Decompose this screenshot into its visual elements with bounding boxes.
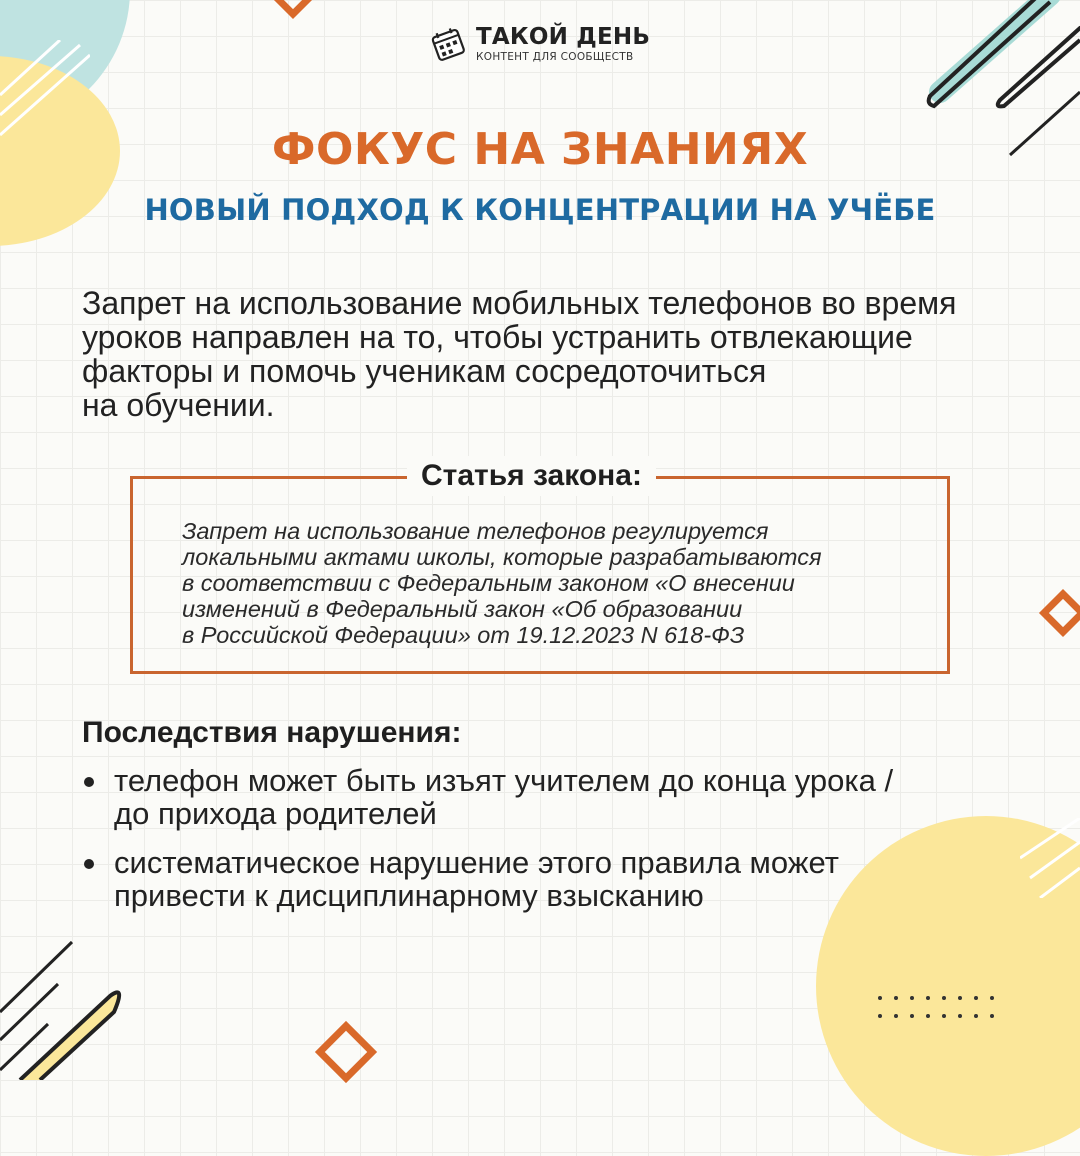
intro-line: факторы и помочь ученикам сосредоточиться [82, 353, 767, 389]
page-title: ФОКУС НА ЗНАНИЯХ [271, 124, 809, 175]
list-item [82, 764, 1002, 830]
law-line: локальными актами школы, которые разрабатываются [182, 544, 822, 570]
list-item-line: до прихода родителей [114, 796, 437, 831]
consequences-heading: Последствия нарушения: [82, 716, 462, 749]
brand-name: ТАКОЙ ДЕНЬ [476, 24, 651, 50]
law-line: в соответствии с Федеральным законом «О внесении [182, 570, 795, 596]
page-subtitle: НОВЫЙ ПОДХОД К КОНЦЕНТРАЦИИ НА УЧЁБЕ [144, 193, 936, 227]
law-line: Запрет на использование телефонов регулируется [182, 518, 769, 544]
stripes-bottom-left [0, 930, 140, 1080]
brand-tagline: КОНТЕНТ ДЛЯ СООБЩЕСТВ [476, 51, 634, 63]
intro-line: на обучении. [82, 387, 275, 423]
dot-grid [878, 996, 1006, 1032]
intro-paragraph [82, 286, 1022, 422]
calendar-icon [428, 24, 468, 64]
bullet-icon [84, 777, 94, 787]
law-text [182, 518, 922, 648]
diagonal-lines-bottom-right [1020, 818, 1080, 898]
law-line: изменений в Федеральный закон «Об образовании [182, 596, 743, 622]
diamond-top [269, 0, 317, 19]
list-item [82, 846, 1002, 912]
diamond-right [1039, 589, 1080, 637]
list-item-line: систематическое нарушение этого правила может [114, 845, 839, 880]
bullet-icon [84, 859, 94, 869]
brand-logo [428, 24, 650, 64]
list-item-line: привести к дисциплинарному взысканию [114, 878, 704, 913]
law-line: в Российской Федерации» от 19.12.2023 N 618-ФЗ [182, 622, 745, 648]
diamond-bottom [315, 1021, 377, 1083]
consequences-list [82, 764, 1002, 928]
law-heading: Статья закона: [407, 456, 656, 496]
intro-line: уроков направлен на то, чтобы устранить отвлекающие [82, 319, 913, 355]
list-item-line: телефон может быть изъят учителем до конца урока / [114, 763, 894, 798]
intro-line: Запрет на использование мобильных телефонов во время [82, 285, 957, 321]
